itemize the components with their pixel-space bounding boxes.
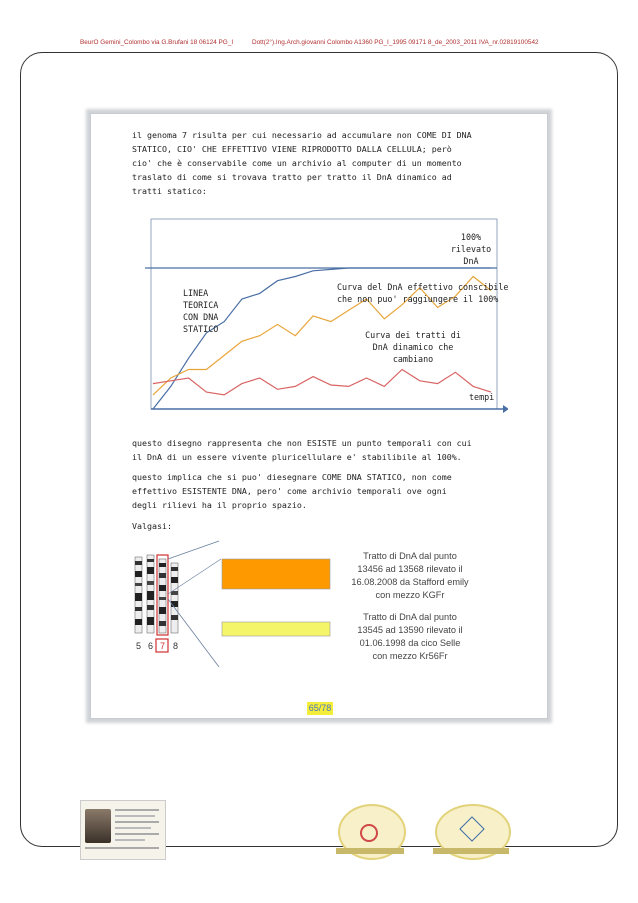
chromosome-8 <box>171 563 178 633</box>
chromosome-6 <box>147 555 154 633</box>
label-8: 8 <box>172 641 179 651</box>
stamp-thumbnail-1 <box>330 800 410 858</box>
tratto1-line-1: Tratto di DnA dal punto <box>363 551 457 561</box>
ann-curva-tratti-2: DnA dinamico che <box>372 342 454 352</box>
ann-curva-tratti-1: Curva dei tratti di <box>365 330 461 340</box>
dna-chart <box>141 218 508 415</box>
ann-rilevato-2: rilevato <box>450 244 492 254</box>
ann-curva-tratti-3: cambiano <box>392 354 434 364</box>
header-left: BeurO Gemini_Colombo via G.Brufani 18 06124 PG_I <box>80 39 234 46</box>
pointer-line-top <box>168 541 219 559</box>
intro-line-5: tratti statico: <box>132 186 207 196</box>
tratto2-line-3: 01.06.1998 da cico Selle <box>359 638 461 648</box>
document-page <box>90 113 548 719</box>
body-line-3: questo implica che si puo' diesegnare COME DNA STATICO, non come <box>132 472 452 482</box>
intro-line-4: traslato di come si trovava tratto per tratto il DnA dinamico ad <box>132 172 452 182</box>
chromosome-illustration <box>129 539 349 674</box>
label-6: 6 <box>147 641 154 651</box>
tratto2-swatch <box>222 622 330 636</box>
body-line-4: effettivo ESISTENTE DNA, pero' come archivio temporali ove ogni <box>132 486 447 496</box>
tratto2-line-1: Tratto di DnA dal punto <box>363 612 457 622</box>
ann-linea-2: TEORICA <box>183 300 219 310</box>
tratto1-line-2: 13456 ad 13568 rilevato il <box>357 564 463 574</box>
x-axis-arrow <box>503 405 508 413</box>
chromosome-5 <box>135 557 142 633</box>
page-number: 65/78 <box>308 703 332 713</box>
tratto2-line-4: con mezzo Kr56Fr <box>372 651 448 661</box>
ann-linea-3: CON DNA <box>183 312 219 322</box>
id-photo <box>85 809 111 843</box>
stamp-thumbnail-2 <box>425 800 517 858</box>
ann-linea-1: LINEA <box>183 288 209 298</box>
tratto1-caption <box>350 550 470 602</box>
ann-linea-4: STATICO <box>183 324 219 334</box>
ann-rilevato-1: 100% <box>460 232 482 242</box>
ann-rilevato-3: DnA <box>463 256 479 266</box>
body-line-2: il DnA di un essere vivente pluricellulare e' stabilibile al 100%. <box>132 452 462 462</box>
header-right: Dott(2°).Ing.Arch.giovanni Colombo A1360 PG_I_1995 09171 8_de_2003_2011 IVA_nr.02819100542 <box>252 39 539 46</box>
chromosome-7 <box>157 555 168 635</box>
ann-curva-dna-2: che non puo' raggiungere il 100% <box>337 294 499 304</box>
body-line-5: degli rilievi ha il proprio spazio. <box>132 500 307 510</box>
tratto1-line-4: con mezzo KGFr <box>375 590 445 600</box>
valgasi-label: Valgasi: <box>132 521 172 531</box>
tratto2-line-2: 13545 ad 13590 rilevato il <box>357 625 463 635</box>
id-card-thumbnail <box>80 800 166 860</box>
ann-curva-dna-1: Curva del DnA effettivo conscibile <box>337 282 508 292</box>
tratto1-swatch <box>222 559 330 589</box>
ann-tempi: tempi <box>469 392 495 402</box>
intro-line-3: cio' che è conservabile come un archivio al computer di un momento <box>132 158 462 168</box>
intro-line-1: il genoma 7 risulta per cui necessario ad accumulare non COME DI DNA <box>132 130 472 140</box>
tratto2-caption <box>350 611 470 663</box>
label-5: 5 <box>135 641 142 651</box>
label-7: 7 <box>159 641 166 651</box>
body-line-1: questo disegno rappresenta che non ESISTE un punto temporali con cui <box>132 438 472 448</box>
tratto1-line-3: 16.08.2008 da Stafford emily <box>351 577 469 587</box>
intro-line-2: STATICO, CIO' CHE EFFETTIVO VIENE RIPRODOTTO DALLA CELLULA; però <box>132 144 452 154</box>
